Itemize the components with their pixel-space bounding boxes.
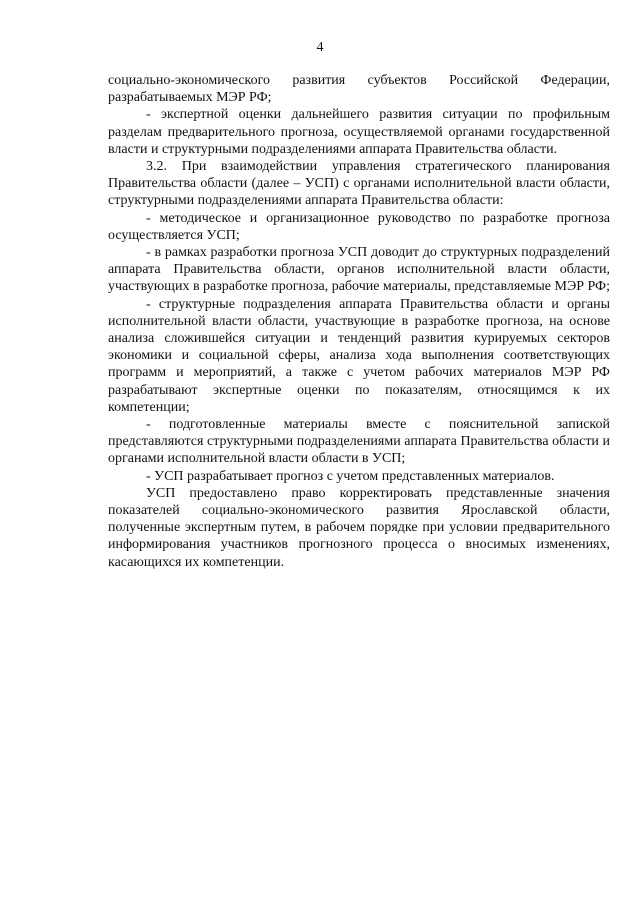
- paragraph-continuation: социально-экономического развития субъектов Российской Федерации, разрабатываемых МЭР РФ;: [108, 73, 610, 106]
- paragraph-forecast-development: - УСП разрабатывает прогноз с учетом представленных материалов.: [146, 468, 555, 484]
- page-number: 4: [316, 40, 324, 55]
- paragraph-structural-units: - структурные подразделения аппарата Правительства области и органы исполнительной власти области, участвующие в разработке прогноза, на основе анализа сложившейся ситуации и тенденций развития курируемых секторов экономики и социальной сферы, анализа хода выполнения соответствующих программ и мероприятий, а также с учетом рабочих материалов МЭР РФ разрабатывают экспертные оценки по показателям, относящимся к их компетенции;: [108, 296, 610, 415]
- paragraph-section-3-2: 3.2. При взаимодействии управления стратегического планирования Правительства области (далее – УСП) с органами исполнительной власти области, структурными подразделениями аппарата Правительства области:: [108, 159, 610, 209]
- paragraph-adjustment-right: УСП предоставлено право корректировать представленные значения показателей социально-экономического развития Ярославской области, полученные экспертным путем, в рабочем порядке при условии предварительного информирования участников прогнозного процесса о вносимых изменениях, касающихся их компетенции.: [108, 485, 610, 570]
- paragraph-expert-assessment: - экспертной оценки дальнейшего развития ситуации по профильным разделам предварительного прогноза, осуществляемой органами государственной власти и структурными подразделениями аппарата Правительства области.: [108, 107, 610, 157]
- paragraph-prepared-materials: - подготовленные материалы вместе с пояснительной запиской представляются структурными подразделениями аппарата Правительства области и органами исполнительной власти области в УСП;: [108, 417, 610, 467]
- document-body: [108, 72, 610, 571]
- paragraph-methodical-guidance: - методическое и организационное руководство по разработке прогноза осуществляется УСП;: [108, 210, 610, 243]
- paragraph-working-materials: - в рамках разработки прогноза УСП доводит до структурных подразделений аппарата Правительства области, органов исполнительной власти области, участвующих в разработке прогноза, рабочие материалы, представляемые МЭР РФ;: [108, 245, 610, 295]
